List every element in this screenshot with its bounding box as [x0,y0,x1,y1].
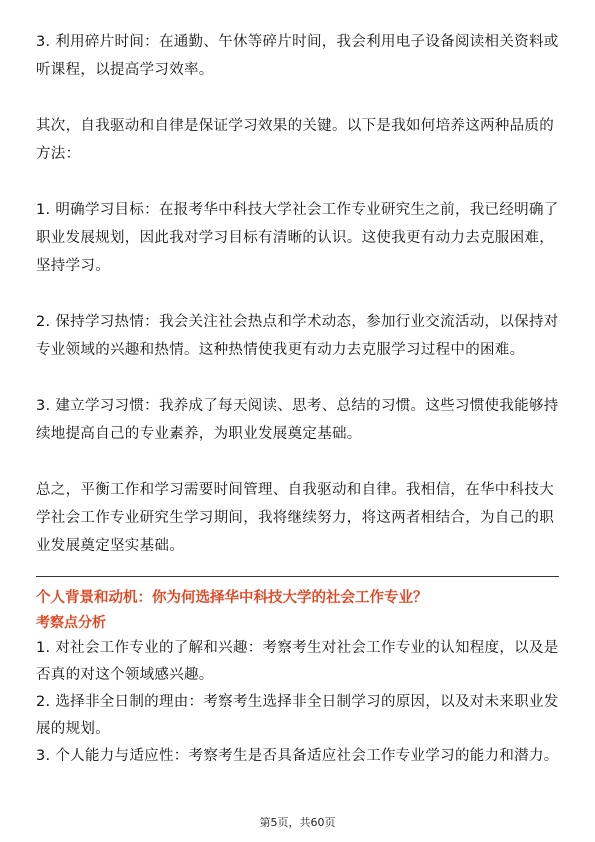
paragraph-keep-passion: 2. 保持学习热情：我会关注社会热点和学术动态，参加行业交流活动，以保持对专业领域的兴趣和热情。这种热情使我更有动力去克服学习过程中的困难。 [36,314,559,358]
analysis-point: 1. 对社会工作专业的了解和兴趣：考察考生对社会工作专业的认知程度，以及是否真的对这个领域感兴趣。 [36,640,559,683]
paragraph-fragment-time: 3. 利用碎片时间：在通勤、午休等碎片时间，我会利用电子设备阅读相关资料或听课程，以提高学习效率。 [36,34,559,78]
page-number: 第5页，共60页 [259,816,336,829]
analysis-list [36,635,559,770]
analysis-point: 2. 选择非全日制的理由：考察考生选择非全日制学习的原因，以及对未来职业发展的规划。 [36,694,559,737]
paragraph-self-drive-intro: 其次，自我驱动和自律是保证学习效果的关键。以下是我如何培养这两种品质的方法： [36,118,554,162]
analysis-point: 3. 个人能力与适应性：考察考生是否具备适应社会工作专业学习的能力和潜力。 [36,748,559,764]
analysis-heading: 考察点分析 [36,615,106,631]
paragraph-clear-goal: 1. 明确学习目标：在报考华中科技大学社会工作专业研究生之前，我已经明确了职业发展规划，因此我对学习目标有清晰的认识。这使我更有动力去克服困难，坚持学习。 [36,202,559,274]
paragraph-study-habit: 3. 建立学习习惯：我养成了每天阅读、思考、总结的习惯。这些习惯使我能够持续地提高自己的专业素养，为职业发展奠定基础。 [36,398,559,442]
section-divider [36,576,559,577]
document-page [36,28,559,770]
paragraph-conclusion: 总之，平衡工作和学习需要时间管理、自我驱动和自律。我相信，在华中科技大学社会工作专业研究生学习期间，我将继续努力，将这两者相结合，为自己的职业发展奠定坚实基础。 [36,482,554,554]
question-title: 个人背景和动机：你为何选择华中科技大学的社会工作专业？ [36,590,428,606]
